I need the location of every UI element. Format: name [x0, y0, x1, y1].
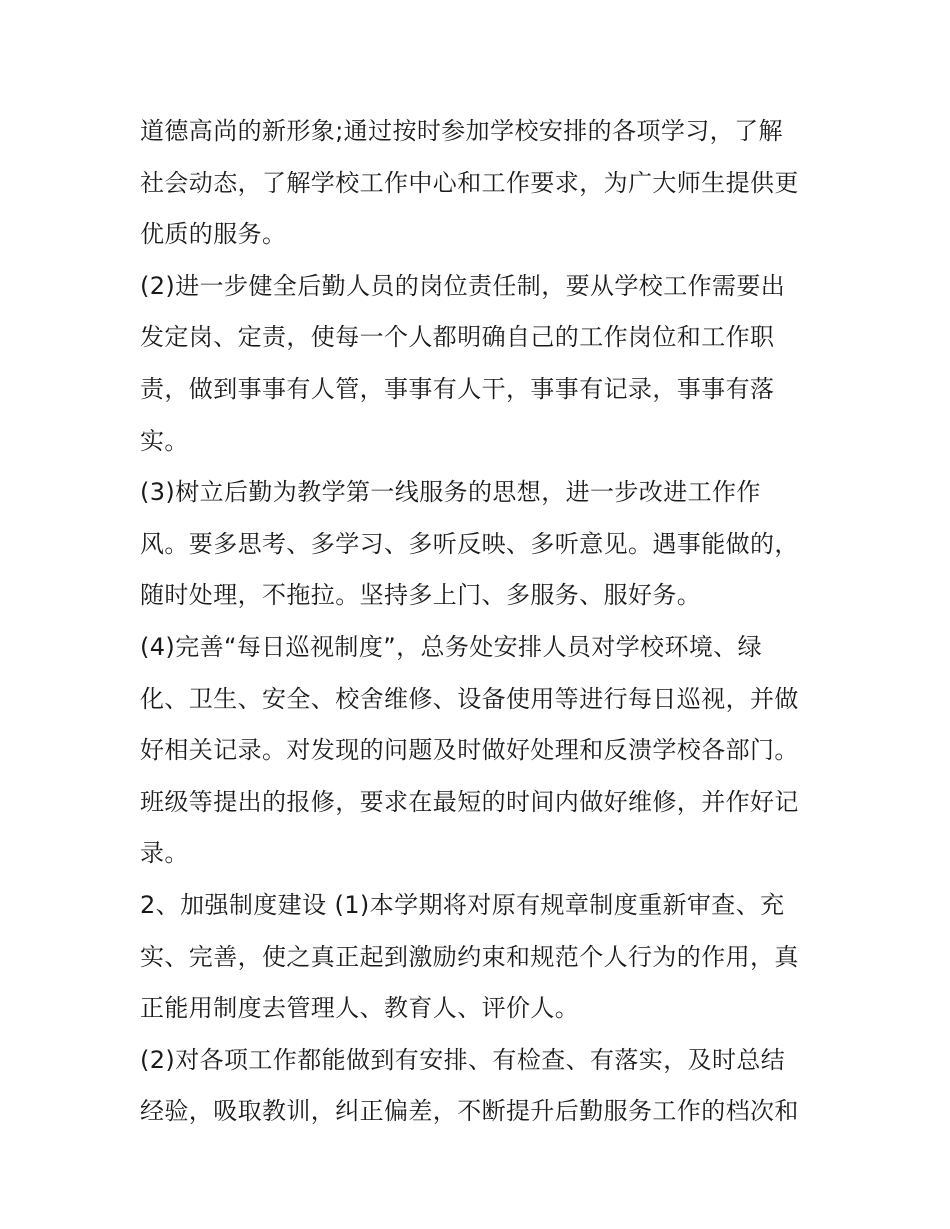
text-line: 2、加强制度建设 (1)本学期将对原有规章制度重新审查、充 — [140, 890, 785, 919]
text-line: 实。 — [140, 426, 189, 455]
text-line: 发定岗、定责，使每一个人都明确自己的工作岗位和工作职 — [140, 323, 775, 352]
text-line: 好相关记录。对发现的问题及时做好处理和反溃学校各部门。 — [140, 736, 799, 765]
text-line: 优质的服务。 — [140, 220, 287, 249]
text-line: 班级等提出的报修，要求在最短的时间内做好维修，并作好记 — [140, 787, 799, 816]
text-line: (4)完善“每日巡视制度”，总务处安排人员对学校环境、绿 — [140, 632, 763, 661]
text-line: 录。 — [140, 839, 189, 868]
text-line: 正能用制度去管理人、教育人、评价人。 — [140, 994, 580, 1023]
text-line: 随时处理，不拖拉。坚持多上门、多服务、服好务。 — [140, 581, 702, 610]
text-line: 责，做到事事有人管，事事有人干，事事有记录，事事有落 — [140, 374, 775, 403]
text-line: (2)对各项工作都能做到有安排、有检查、有落实，及时总结 — [140, 1045, 786, 1074]
text-line: 风。要多思考、多学习、多听反映、多听意见。遇事能做的， — [140, 529, 799, 558]
text-line: 道德高尚的新形象;通过按时参加学校安排的各项学习，了解 — [140, 117, 783, 145]
text-line: (2)进一步健全后勤人员的岗位责任制，要从学校工作需要出 — [140, 271, 786, 300]
text-line: 社会动态，了解学校工作中心和工作要求，为广大师生提供更 — [140, 168, 799, 197]
text-line: 化、卫生、安全、校舍维修、设备使用等进行每日巡视，并做 — [140, 684, 799, 713]
document-body — [140, 106, 830, 1138]
text-line: (3)树立后勤为教学第一线服务的思想，进一步改进工作作 — [140, 478, 761, 507]
text-line: 经验，吸取教训，纠正偏差，不断提升后勤服务工作的档次和 — [140, 1097, 799, 1126]
text-line: 实、完善，使之真正起到激励约束和规范个人行为的作用，真 — [140, 942, 799, 971]
